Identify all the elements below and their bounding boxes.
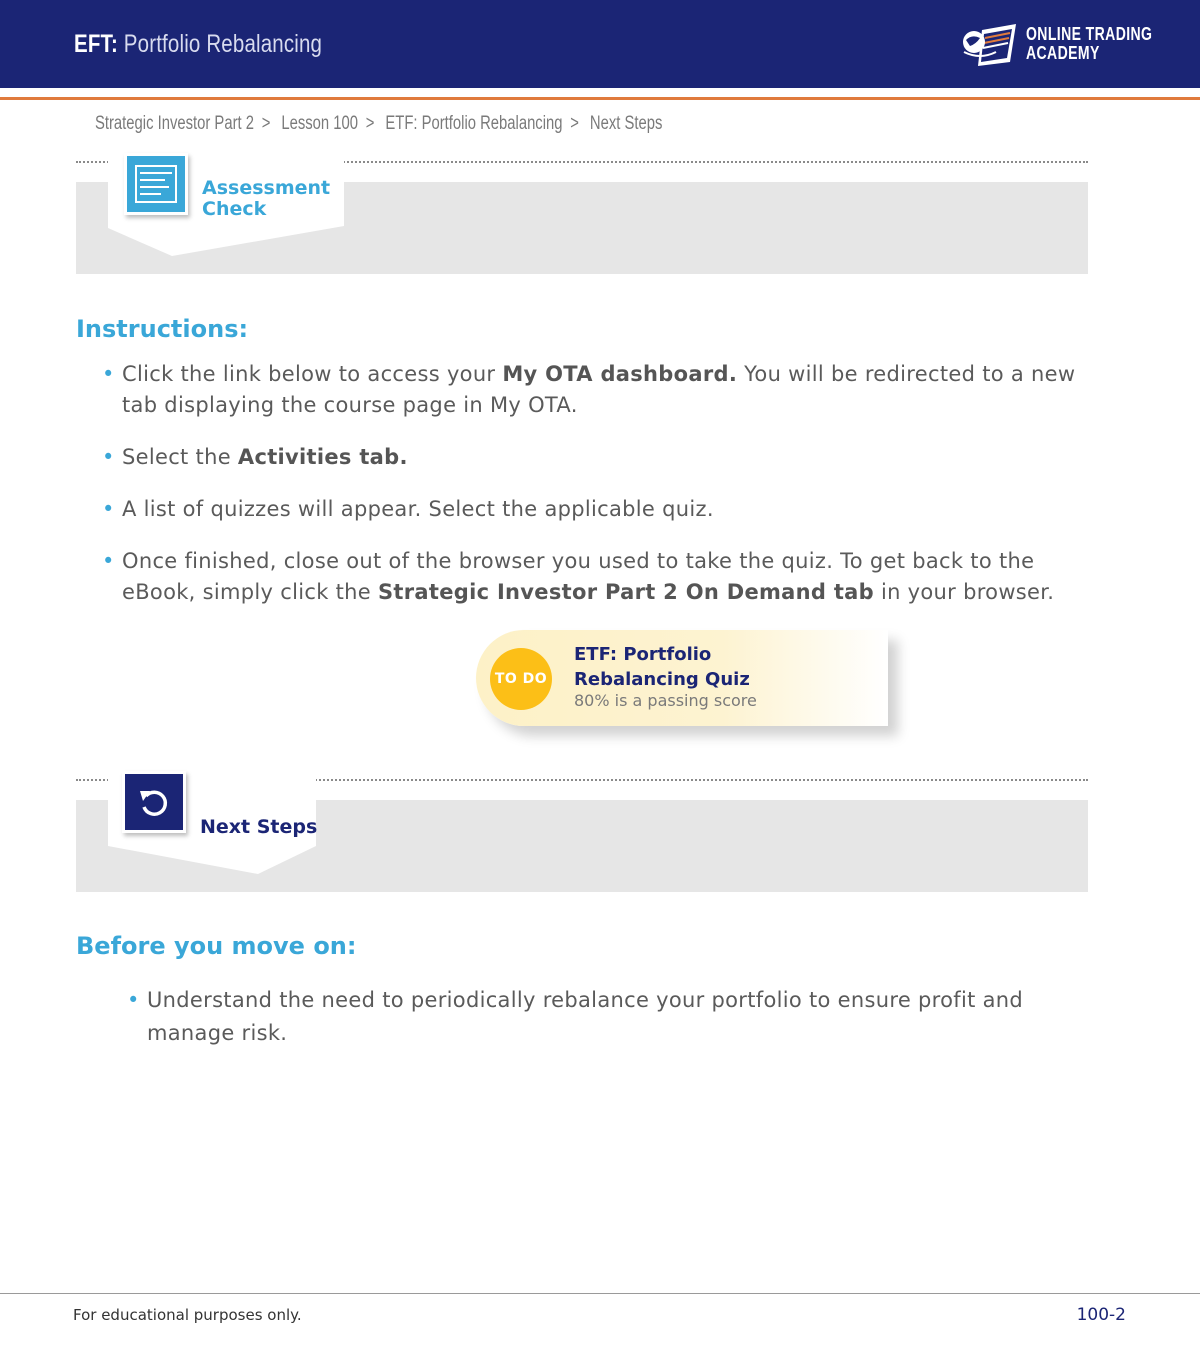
title-main: Portfolio Rebalancing [123,30,323,58]
globe-book-icon [960,22,1020,68]
breadcrumb-item-current[interactable]: Next Steps [589,113,663,134]
item-text: Click the link below to access your [122,362,503,386]
list-item: • Understand the need to periodically rebalance your portfolio to ensure profit and manage risk. [147,984,1047,1050]
logo-line2: ACADEMY [1026,43,1100,63]
checklist-icon [124,153,188,215]
title-prefix: EFT: [74,30,118,58]
item-text: in your browser. [873,580,1055,604]
list-item [122,442,1082,473]
before-list [147,984,1047,1050]
list-item [122,494,1082,525]
logo-wordmark [1026,25,1152,63]
header-spacer [0,88,1200,96]
ota-logo [960,22,1153,68]
breadcrumb-separator: > [365,113,375,134]
page-title [74,30,322,59]
breadcrumb-separator: > [261,113,271,134]
breadcrumb-item-lesson[interactable]: Lesson 100 [281,113,359,134]
logo-line1: ONLINE TRADING [1026,24,1153,44]
next-steps-label: Next Steps [200,816,318,838]
quiz-passing-score: 80% is a passing score [574,691,757,710]
item-emphasis: Activities tab. [237,445,408,469]
item-text: Select the [122,445,238,469]
before-heading: Before you move on: [76,932,357,960]
assessment-label-line1: Assessment [202,177,331,199]
item-text: You will be redirected to a new tab displaying the course page in My OTA. [122,362,1076,417]
quiz-link-card[interactable] [476,630,888,726]
footer-rule [0,1293,1200,1294]
item-text: Once finished, close out of the browser you used to take the quiz. To get back to the eBook, simply click the [122,549,1035,604]
todo-badge: TO DO [490,648,552,710]
breadcrumb-separator: > [570,113,579,134]
my-ota-dashboard-link[interactable]: My OTA dashboard. [502,362,738,386]
footer-disclaimer: For educational purposes only. [73,1306,302,1324]
item-text: A list of quizzes will appear. Select the applicable quiz. [122,497,714,521]
instructions-heading: Instructions: [76,315,249,343]
breadcrumb [95,113,662,135]
breadcrumb-item-course[interactable]: Strategic Investor Part 2 [95,113,254,134]
breadcrumb-item-topic[interactable]: ETF: Portfolio Rebalancing [385,113,563,134]
header-accent-rule [0,97,1200,100]
list-item [122,359,1082,421]
assessment-label-line2: Check [202,198,267,220]
item-emphasis: Strategic Investor Part 2 On Demand tab [377,580,874,604]
assessment-check-label [202,178,330,220]
refresh-icon [122,771,186,833]
instructions-list [122,359,1082,608]
list-item [122,546,1082,608]
page-number: 100-2 [1076,1305,1126,1325]
quiz-title: ETF: Portfolio Rebalancing Quiz [574,644,750,690]
page-header [0,0,1200,88]
